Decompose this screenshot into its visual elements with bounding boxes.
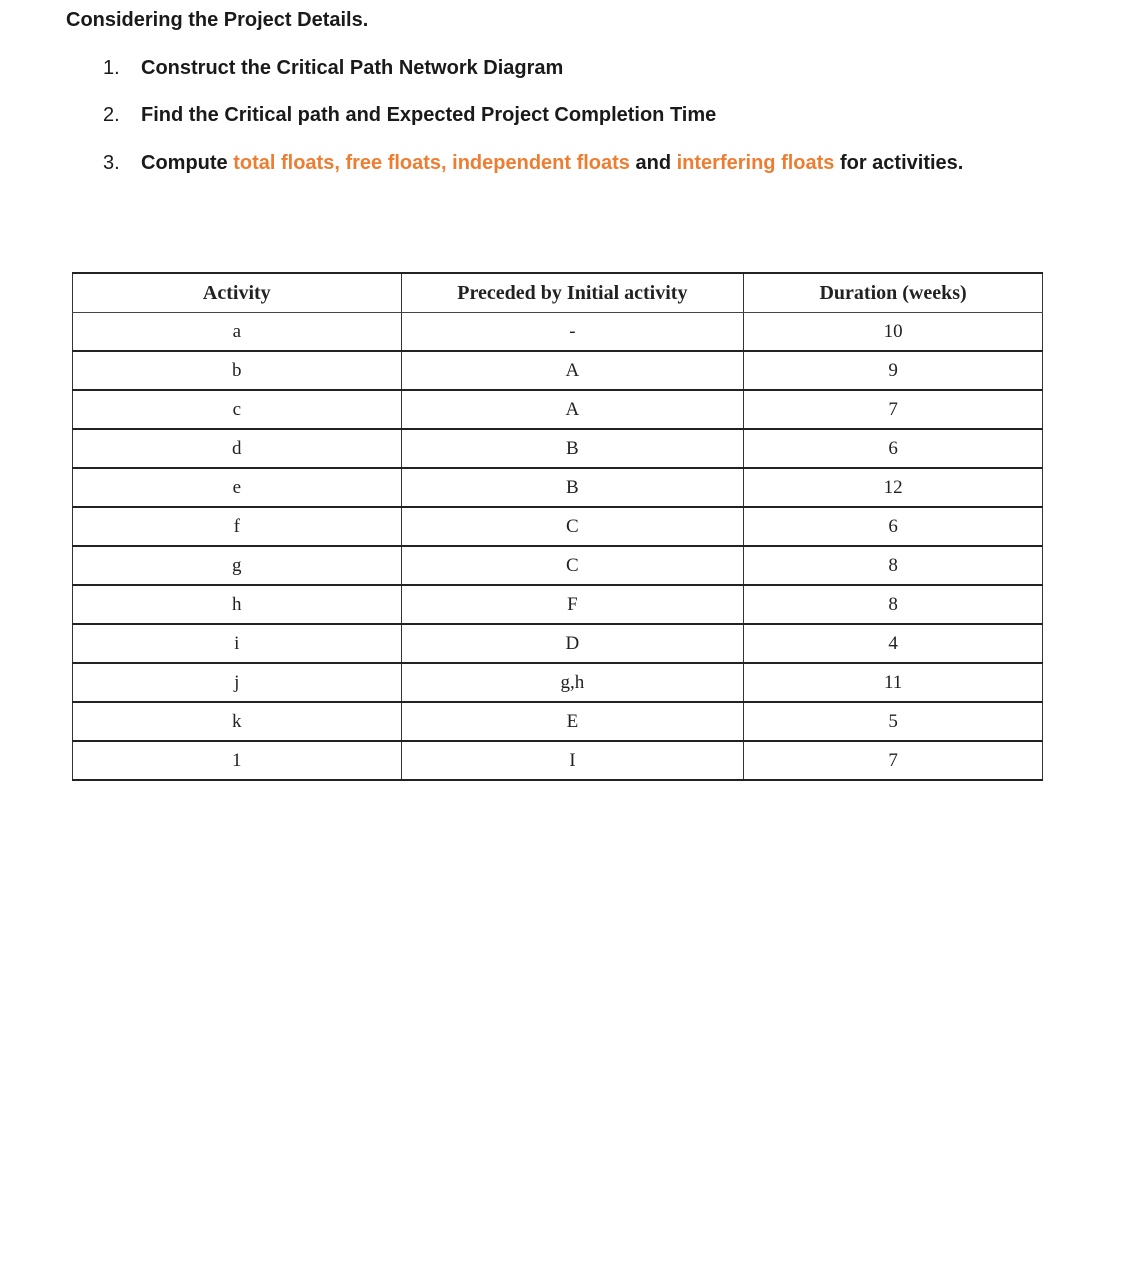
task-number: 3. bbox=[103, 152, 120, 174]
duration-cell: 4 bbox=[744, 624, 1043, 663]
duration-cell: 10 bbox=[744, 313, 1043, 352]
task-number: 1. bbox=[103, 57, 120, 79]
duration-cell: 6 bbox=[744, 429, 1043, 468]
activity-cell: 1 bbox=[73, 741, 402, 780]
activity-cell: j bbox=[73, 663, 402, 702]
preceded-by-cell: I bbox=[401, 741, 744, 780]
duration-cell: 9 bbox=[744, 351, 1043, 390]
project-activity-table bbox=[72, 272, 1043, 781]
task-text-suffix: for activities. bbox=[834, 152, 964, 174]
preceded-by-cell: A bbox=[401, 390, 744, 429]
table-row bbox=[73, 546, 1043, 585]
duration-cell: 8 bbox=[744, 585, 1043, 624]
table-row bbox=[73, 702, 1043, 741]
task-text-prefix: Compute bbox=[141, 152, 234, 174]
table-row bbox=[73, 390, 1043, 429]
table-row bbox=[73, 663, 1043, 702]
task-text-mid: and bbox=[629, 152, 677, 174]
preceded-by-cell: D bbox=[401, 624, 744, 663]
table-row bbox=[73, 468, 1043, 507]
task-number: 2. bbox=[103, 104, 120, 126]
duration-cell: 8 bbox=[744, 546, 1043, 585]
task-text: Find the Critical path and Expected Project Completion Time bbox=[141, 104, 717, 126]
table-row bbox=[73, 624, 1043, 663]
header-duration: Duration (weeks) bbox=[744, 273, 1043, 313]
preceded-by-cell: F bbox=[401, 585, 744, 624]
duration-cell: 11 bbox=[744, 663, 1043, 702]
task-item-2 bbox=[103, 104, 716, 127]
table-row bbox=[73, 507, 1043, 546]
duration-cell: 12 bbox=[744, 468, 1043, 507]
header-preceded-by: Preceded by Initial activity bbox=[401, 273, 744, 313]
page-heading: Considering the Project Details. bbox=[66, 9, 369, 31]
preceded-by-cell: E bbox=[401, 702, 744, 741]
table-row bbox=[73, 741, 1043, 780]
duration-cell: 7 bbox=[744, 390, 1043, 429]
highlight-interfering-floats: interfering floats bbox=[676, 152, 835, 174]
activity-cell: f bbox=[73, 507, 402, 546]
preceded-by-cell: B bbox=[401, 468, 744, 507]
activity-cell: b bbox=[73, 351, 402, 390]
activity-cell: h bbox=[73, 585, 402, 624]
preceded-by-cell: B bbox=[401, 429, 744, 468]
activity-cell: i bbox=[73, 624, 402, 663]
preceded-by-cell: A bbox=[401, 351, 744, 390]
activity-cell: c bbox=[73, 390, 402, 429]
table-body bbox=[73, 313, 1043, 781]
preceded-by-cell: C bbox=[401, 546, 744, 585]
preceded-by-cell: g,h bbox=[401, 663, 744, 702]
duration-cell: 6 bbox=[744, 507, 1043, 546]
duration-cell: 5 bbox=[744, 702, 1043, 741]
task-text: Construct the Critical Path Network Diagram bbox=[141, 57, 564, 79]
activity-cell: k bbox=[73, 702, 402, 741]
activity-cell: e bbox=[73, 468, 402, 507]
table-row bbox=[73, 585, 1043, 624]
preceded-by-cell: - bbox=[401, 313, 744, 352]
table-row bbox=[73, 429, 1043, 468]
highlight-float-types: total floats, free floats, independent floats bbox=[233, 152, 630, 174]
preceded-by-cell: C bbox=[401, 507, 744, 546]
table-header-row bbox=[73, 273, 1043, 313]
task-item-3 bbox=[103, 152, 963, 175]
activity-cell: d bbox=[73, 429, 402, 468]
table-row bbox=[73, 351, 1043, 390]
duration-cell: 7 bbox=[744, 741, 1043, 780]
activity-cell: g bbox=[73, 546, 402, 585]
table-row bbox=[73, 313, 1043, 352]
activity-cell: a bbox=[73, 313, 402, 352]
task-item-1 bbox=[103, 57, 563, 80]
header-activity: Activity bbox=[73, 273, 402, 313]
